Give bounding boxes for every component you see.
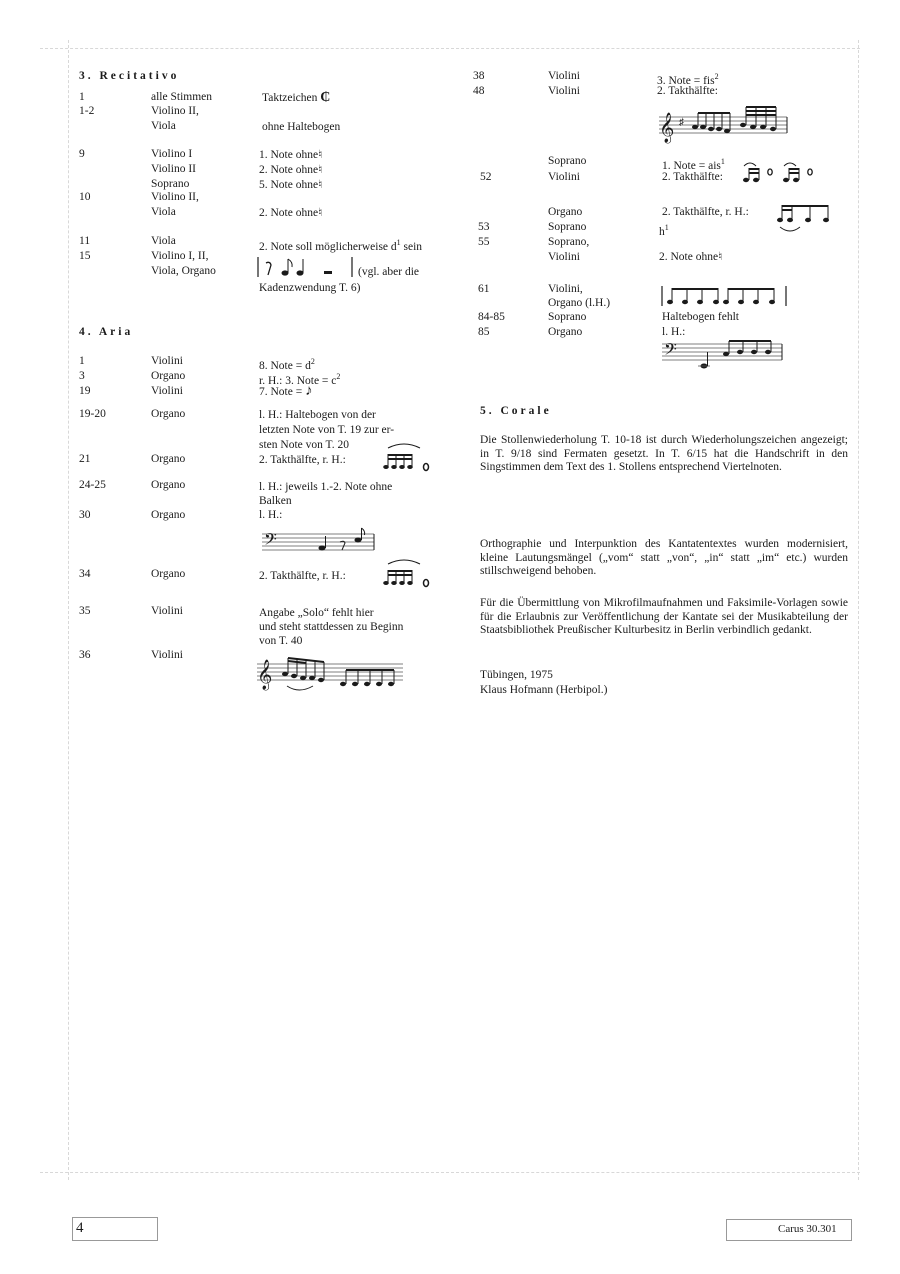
natural-icon: ♮ [718, 251, 723, 263]
bar-number: 21 [79, 453, 91, 465]
bar-number: 9 [79, 148, 85, 160]
remark: und steht stattdessen zu Beginn [259, 621, 404, 633]
voice-label: Soprano [548, 221, 587, 233]
frame-left-line [68, 40, 69, 1180]
frame-top-line [40, 48, 860, 49]
natural-icon: ♮ [318, 164, 323, 176]
voice-label: Organo [151, 408, 186, 420]
voice-label: Violini [151, 649, 183, 661]
remark: 1. Note ohne♮ [259, 149, 323, 161]
voice-label: Violini [151, 385, 183, 397]
voice-label: Organo [151, 479, 186, 491]
bar-number: 48 [473, 85, 485, 97]
voice-label: Organo [548, 326, 583, 338]
catalog-number: Carus 30.301 [778, 1223, 837, 1235]
music-fragment-icon [382, 556, 436, 588]
remark: 2. Takthälfte, r. H.: [259, 570, 346, 582]
remark: letzten Note von T. 19 zur er- [259, 424, 395, 436]
bar-number: 1 [79, 355, 85, 367]
bar-number: 1 [79, 91, 85, 103]
section-4-heading: 4. Aria [79, 326, 134, 338]
remark: 2. Takthälfte: [657, 85, 718, 97]
treble-clef-icon: 𝄞 [257, 660, 273, 690]
remark: r. H.: 3. Note = $c^2$ [259, 372, 341, 387]
voice-label: Organo [151, 509, 186, 521]
orthography-paragraph: Orthographie und Interpunktion des Kantatentextes wurden modernisiert, kleine Lautungsmängel („vom“ statt „von“, „in“ statt „im“ etc.) wurden stillschweigend behoben. [480, 538, 848, 577]
voice-label: Viola [151, 235, 176, 247]
bar-number: 10 [79, 191, 91, 203]
voice-label: Violino I [151, 148, 193, 160]
remark: l. H.: jeweils 1.-2. Note ohne [259, 481, 393, 493]
voice-label: Soprano, [548, 236, 590, 248]
remark: Angabe „Solo“ fehlt hier [259, 607, 374, 619]
frame-bottom-line [40, 1172, 860, 1173]
voice-label: Violini [548, 85, 580, 97]
bar-number: 53 [478, 221, 490, 233]
remark: sten Note von T. 20 [259, 439, 349, 451]
voice-label: Organo [151, 370, 186, 382]
voice-label: Organo [151, 453, 186, 465]
remark: von T. 40 [259, 635, 303, 647]
remark: 2. Takthälfte: [662, 171, 723, 183]
voice-label: Violino II [151, 163, 196, 175]
bar-number: 61 [478, 283, 490, 295]
svg-text:♯: ♯ [679, 117, 684, 128]
remark: 1. Note = ais$^1$ [662, 157, 725, 172]
voice-label: alle Stimmen [151, 91, 213, 103]
frame-right-line [858, 40, 859, 1180]
remark: ohne Haltebogen [262, 121, 341, 133]
treble-staff-icon [257, 652, 407, 696]
remark: Balken [259, 495, 292, 507]
voice-label: Violini [548, 70, 580, 82]
eighth-note-icon: ♪ [305, 383, 313, 399]
music-fragment-icon [742, 158, 826, 186]
remark: Kadenzwendung T. 6) [259, 282, 361, 294]
treble-clef-icon: 𝄞 [659, 113, 675, 143]
bar-number: 84-85 [478, 311, 505, 323]
bar-number: 3 [79, 370, 85, 382]
voice-label: Viola [151, 120, 176, 132]
page-number: 4 [76, 1220, 84, 1236]
voice-label: Viola [151, 206, 176, 218]
natural-icon: ♮ [318, 207, 323, 219]
voice-label: Violino II, [151, 191, 199, 203]
remark: 2. Note ohne♮ [259, 164, 323, 176]
remark: l. H.: Haltebogen von der [259, 409, 376, 421]
bass-staff-icon [262, 528, 376, 558]
rhythm-example-icon [660, 284, 790, 308]
voice-label: Violini [151, 355, 183, 367]
bass-staff-icon [662, 340, 786, 370]
music-fragment-icon [778, 203, 836, 237]
place-date: Tübingen, 1975 [480, 669, 553, 681]
natural-icon: ♮ [318, 179, 323, 191]
remark: Taktzeichen ₵ [262, 90, 331, 105]
bar-number: 15 [79, 250, 91, 262]
bar-number: 34 [79, 568, 91, 580]
bar-number: 85 [478, 326, 490, 338]
bar-number: 38 [473, 70, 485, 82]
voice-label: Viola, Organo [151, 265, 216, 277]
remark: $h^1$ [659, 223, 669, 238]
music-fragment-icon [382, 440, 436, 472]
remark: l. H.: [662, 326, 686, 338]
remark: 2. Note soll möglicherweise $d^1$ sein [259, 238, 423, 253]
acknowledgement-paragraph: Für die Übermittlung von Mikrofilmaufnahmen und Faksimile-Vorlagen sowie für die Erlaubnis zur Veröffentlichung der Kantate sei der Musikabteilung der Staatsbibliothek Preußischer Kulturbesitz in Berlin verbindlich gedankt. [480, 597, 848, 636]
remark: 8. Note = $d^2$ [259, 357, 315, 372]
remark: (vgl. aber die [358, 266, 419, 278]
voice-label: Violini [548, 171, 580, 183]
voice-label: Violini [548, 251, 580, 263]
bass-clef-icon: 𝄢 [664, 339, 677, 363]
bar-number: 1-2 [79, 105, 95, 117]
bar-number: 11 [79, 235, 91, 247]
bar-number: 19 [79, 385, 91, 397]
remark: Haltebogen fehlt [662, 311, 739, 323]
section-3-heading: 3. Recitativo [79, 70, 180, 82]
corale-paragraph: Die Stollenwiederholung T. 10-18 ist durch Wiederholungszeichen angezeigt; in T. 9/18 sind Fermaten gesetzt. In T. 6/15 hat die Handschrift in den Singstimmen dem Text des 1. Stollens entsprechend Viertelnoten. [480, 434, 848, 473]
remark: 2. Takthälfte, r. H.: [662, 206, 749, 218]
voice-label: Soprano [151, 178, 190, 190]
cut-time-icon: ₵ [320, 90, 331, 105]
bar-number: 52 [480, 171, 492, 183]
voice-label: Soprano [548, 155, 587, 167]
voice-label: Violini, [548, 283, 583, 295]
treble-staff-icon [659, 103, 789, 143]
bar-number: 19-20 [79, 408, 106, 420]
remark: l. H.: [259, 509, 283, 521]
natural-icon: ♮ [318, 149, 323, 161]
voice-label: Organo (l.H.) [548, 297, 611, 309]
bar-number: 30 [79, 509, 91, 521]
voice-label: Violino II, [151, 105, 199, 117]
voice-label: Soprano [548, 311, 587, 323]
bar-number: 24-25 [79, 479, 106, 491]
remark: 3. Note = fis$^2$ [657, 72, 719, 87]
bar-number: 36 [79, 649, 91, 661]
rhythm-example-icon [256, 255, 356, 279]
remark: 2. Takthälfte, r. H.: [259, 454, 346, 466]
remark: 5. Note ohne♮ [259, 179, 323, 191]
voice-label: Violini [151, 605, 183, 617]
voice-label: Organo [151, 568, 186, 580]
remark: 2. Note ohne♮ [659, 251, 723, 263]
bar-number: 55 [478, 236, 490, 248]
remark: 7. Note = ♪ [259, 383, 313, 399]
remark: 2. Note ohne♮ [259, 207, 323, 219]
section-5-heading: 5. Corale [480, 405, 552, 417]
voice-label: Organo [548, 206, 583, 218]
author: Klaus Hofmann (Herbipol.) [480, 684, 608, 696]
page-number-box [72, 1217, 158, 1241]
bass-clef-icon: 𝄢 [264, 529, 277, 553]
voice-label: Violino I, II, [151, 250, 209, 262]
bar-number: 35 [79, 605, 91, 617]
